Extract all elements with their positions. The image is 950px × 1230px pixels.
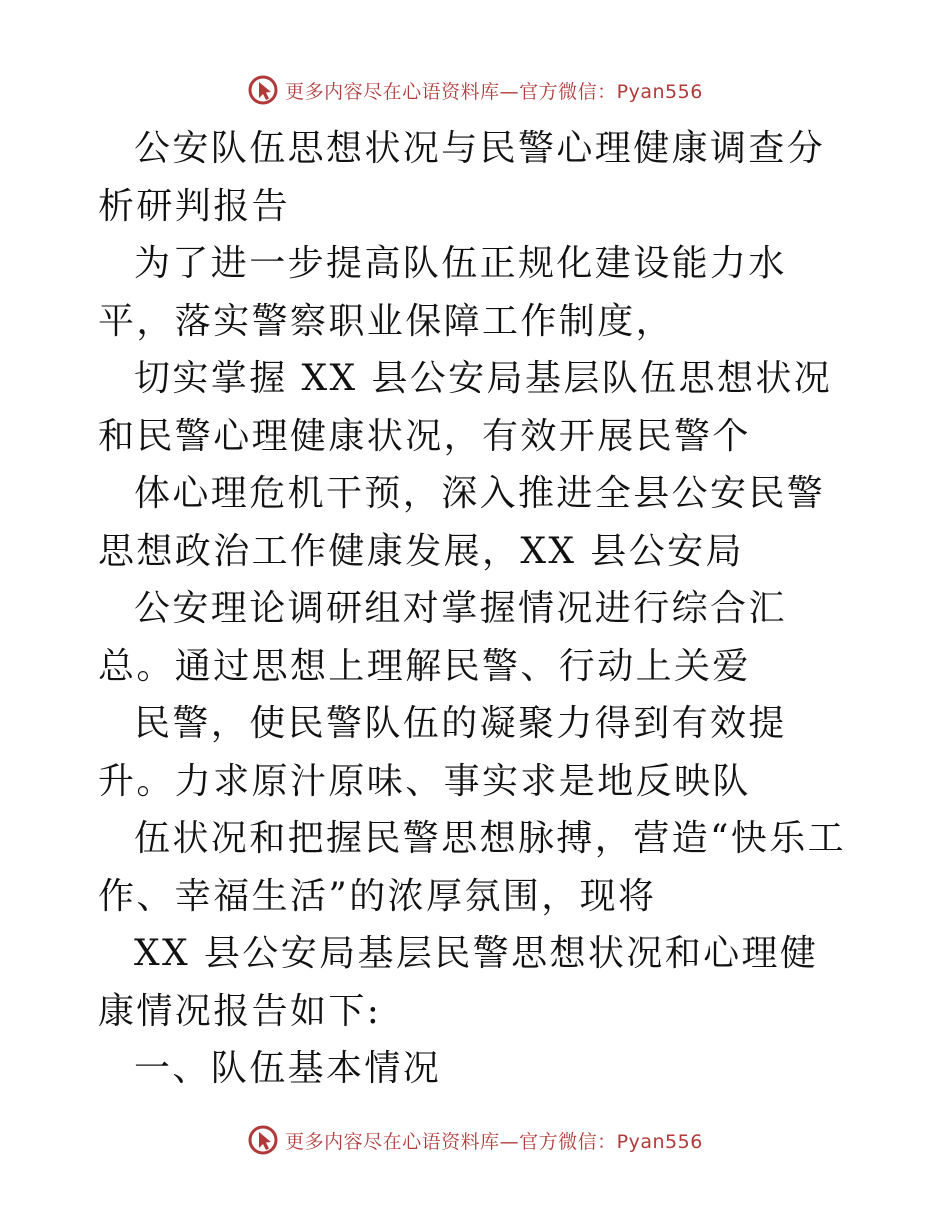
mouse-cursor-logo-icon	[247, 1124, 279, 1156]
footer-watermark	[0, 1120, 950, 1160]
document-title: 公安队伍思想状况与民警心理健康调查分析研判报告	[98, 128, 826, 227]
document-body	[98, 120, 853, 1098]
paragraph: 伍状况和把握民警思想脉搏，营造“快乐工作、幸福生活”的浓厚氛围，现将	[98, 818, 847, 917]
paragraph: 为了进一步提高队伍正规化建设能力水平，落实警察职业保障工作制度，	[98, 243, 787, 342]
watermark-text: 更多内容尽在心语资料库—官方微信：Pyan556	[285, 1130, 703, 1153]
paragraph: 切实掌握 XX 县公安局基层队伍思想状况和民警心理健康状况，有效开展民警个	[98, 358, 833, 457]
paragraph: 民警，使民警队伍的凝聚力得到有效提升。力求原汁原味、事实求是地反映队	[98, 703, 787, 802]
paragraph: 公安理论调研组对掌握情况进行综合汇总。通过思想上理解民警、行动上关爱	[98, 588, 787, 687]
header-watermark	[0, 70, 950, 110]
mouse-cursor-logo-icon	[247, 74, 279, 106]
section-heading: 一、队伍基本情况	[134, 1048, 442, 1089]
paragraph: XX 县公安局基层民警思想状况和心理健康情况报告如下:	[98, 933, 819, 1032]
paragraph: 体心理危机干预，深入推进全县公安民警思想政治工作健康发展，XX 县公安局	[98, 473, 826, 572]
watermark-text: 更多内容尽在心语资料库—官方微信：Pyan556	[285, 80, 703, 103]
